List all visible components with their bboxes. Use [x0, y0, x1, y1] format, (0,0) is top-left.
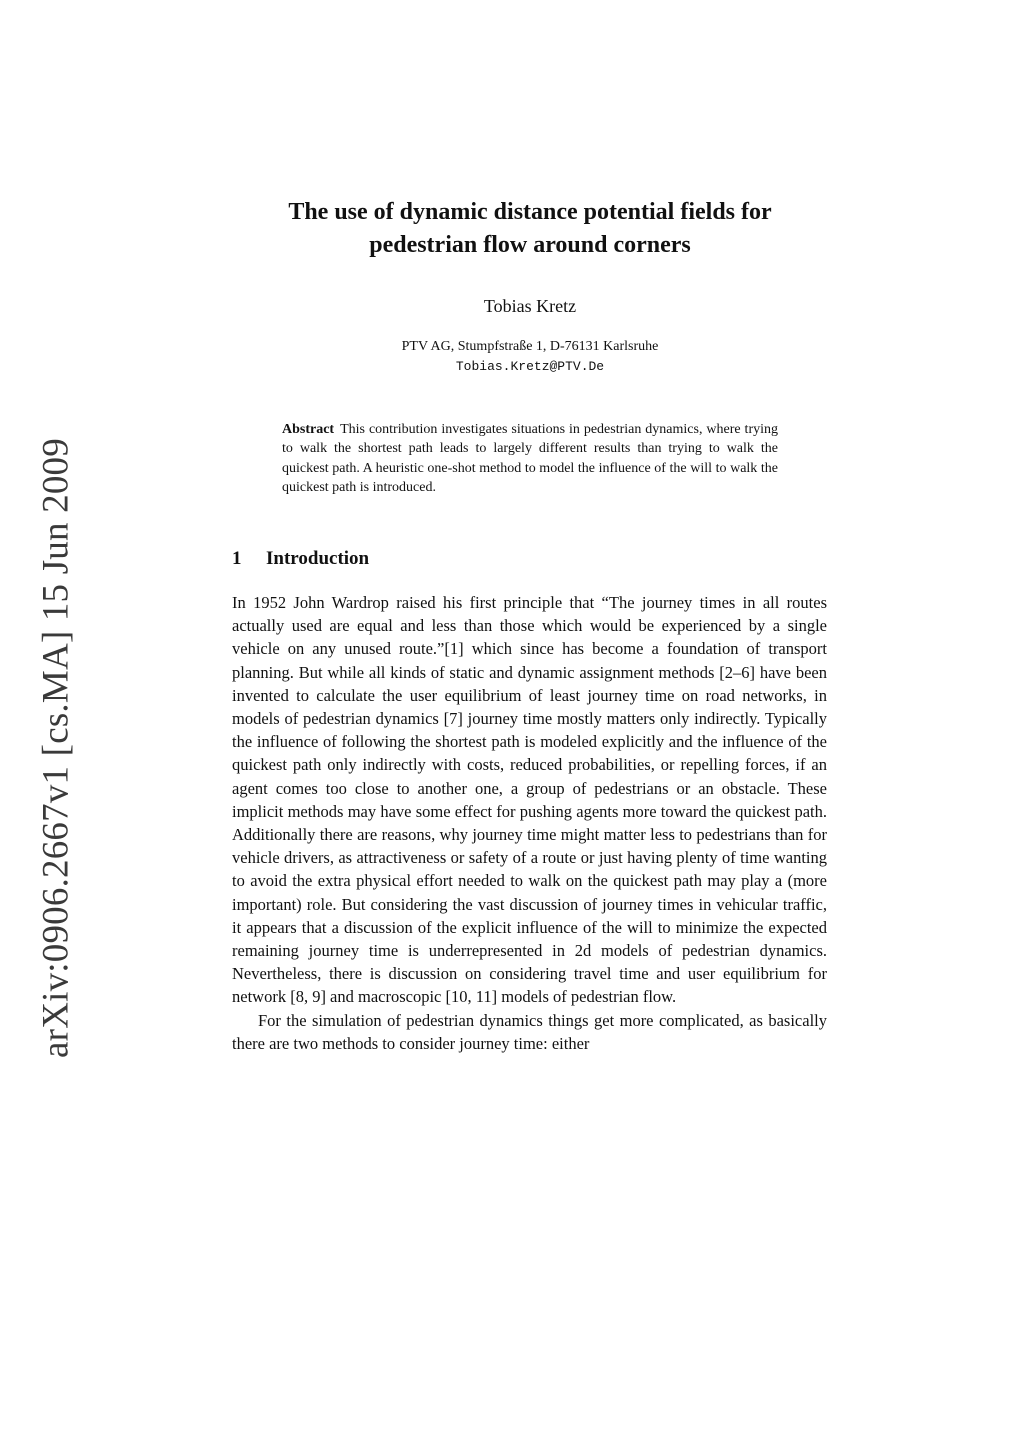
- author-affiliation-block: [220, 337, 840, 377]
- body-paragraph-1: In 1952 John Wardrop raised his first principle that “The journey times in all routes actually used are equal and less than those which would be experienced by a single vehicle on any unused route.”[1] which since has become a foundation of transport planning. But while all kinds of static and dynamic assignment methods [2–6] have been invented to calculate the user equilibrium of least journey time on road networks, in models of pedestrian dynamics [7] journey time mostly matters only indirectly. Typically the influence of following the shortest path is modeled explicitly and the influence of the quickest path only indirectly with costs, reduced probabilities, or repelling forces, if an agent comes too close to another one, a group of pedestrians or an obstacle. These implicit methods may have some effect for pushing agents more toward the quickest path. Additionally there are reasons, why journey time might matter less to pedestrians than for vehicle drivers, as attractiveness or safety of a route or just having plenty of time wanting to avoid the extra physical effort needed to walk on the quickest path may play a (more important) role. But considering the vast discussion of journey times in vehicular traffic, it appears that a discussion of the explicit influence of the will to minimize the expected remaining journey time is underrepresented in 2d models of pedestrian dynamics. Nevertheless, there is discussion on considering travel time and user equilibrium for network [8, 9] and macroscopic [10, 11] models of pedestrian flow.: [232, 593, 827, 1007]
- abstract-label: Abstract: [282, 422, 335, 437]
- section-heading-introduction: [232, 548, 369, 570]
- arxiv-identifier-stamp[interactable]: arXiv:0906.2667v1 [cs.MA] 15 Jun 2009: [35, 438, 77, 1058]
- section-number: 1: [232, 548, 242, 569]
- title-line-2: pedestrian flow around corners: [369, 232, 691, 258]
- abstract: [282, 420, 778, 497]
- body-text: [232, 591, 827, 1055]
- author-email[interactable]: Tobias.Kretz@PTV.De: [455, 359, 605, 374]
- title-line-1: The use of dynamic distance potential fields for: [288, 199, 772, 225]
- body-paragraph-2: For the simulation of pedestrian dynamics things get more complicated, as basically there are two methods to consider journey time: either: [232, 1010, 827, 1053]
- paper-title: [220, 196, 840, 262]
- section-title: Introduction: [266, 548, 370, 569]
- author-name: Tobias Kretz: [483, 296, 577, 316]
- abstract-text: This contribution investigates situations in pedestrian dynamics, where trying to walk the shortest path leads to largely different results than trying to walk the quickest path. A heuristic one-shot method to model the influence of the will to walk the quickest path is introduced.: [282, 422, 778, 495]
- affiliation-text: PTV AG, Stumpfstraße 1, D-76131 Karlsruhe: [401, 339, 659, 354]
